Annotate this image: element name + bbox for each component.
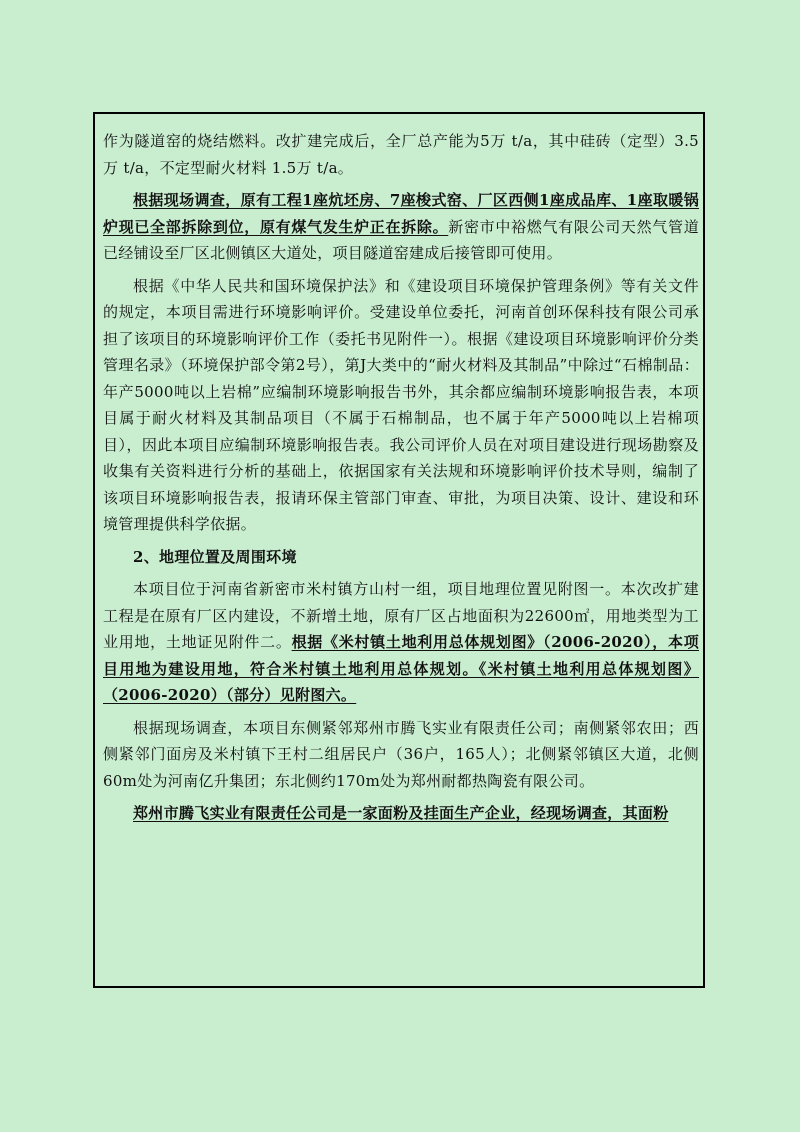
bordered-text-frame: [93, 112, 705, 988]
document-body: [103, 128, 699, 833]
paragraph-demolition: [103, 187, 699, 267]
demolition-highlight: 根据现场调查，原有工程1座炕坯房、7座梭式窑、厂区西侧1座成品库、1座取暖锅炉现已全部拆除到位，原有煤气发生炉正在拆除。: [103, 191, 699, 236]
land-plan-highlight: 根据《米村镇土地利用总体规划图》（2006-2020），本项目用地为建设用地，符合米村镇土地利用总体规划。《米村镇土地利用总体规划图》（2006-2020）（部分）见附图六。: [103, 633, 699, 704]
section-heading-location: 2、地理位置及周围环境: [133, 547, 297, 566]
paragraph-fuel-capacity: 作为隧道窑的烧结燃料。改扩建完成后，全厂总产能为5万 t/a，其中硅砖（定型）3.5万 t/a，不定型耐火材料 1.5万 t/a。: [103, 132, 699, 177]
paragraph-eia-basis: 根据《中华人民共和国环境保护法》和《建设项目环境保护管理条例》等有关文件的规定，本项目需进行环境影响评价。受建设单位委托，河南首创环保科技有限公司承担了该项目的环境影响评价工作（委托书见附件一）。根据《建设项目环境影响评价分类管理名录》（环境保护部令第2号），第J大类中的“耐火材料及其制品”中除过“石棉制品：年产5000吨以上岩棉”应编制环境影响报告书外，其余都应编制环境影响报告表，本项目属于耐火材料及其制品项目（不属于石棉制品，也不属于年产5000吨以上岩棉项目），因此本项目应编制环境影响报告表。我公司评价人员在对项目建设进行现场勘察及收集有关资料进行分析的基础上，依据国家有关法规和环境影响评价技术导则，编制了该项目环境影响报告表，报请环保主管部门审查、审批，为项目决策、设计、建设和环境管理提供科学依据。: [103, 276, 699, 533]
tengfei-highlight: 郑州市腾飞实业有限责任公司是一家面粉及挂面生产企业，经现场调查，其面粉: [133, 804, 669, 822]
paragraph-tengfei: [103, 800, 699, 827]
paragraph-location: [103, 576, 699, 709]
paragraph-surroundings: 根据现场调查，本项目东侧紧邻郑州市腾飞实业有限责任公司；南侧紧邻农田；西侧紧邻门面房及米村镇下王村二组居民户（36户，165人）；北侧紧邻镇区大道，北侧60m处为河南亿升集团；东北侧约170m处为郑州耐都热陶瓷有限公司。: [103, 718, 699, 790]
location-text: 本项目位于河南省新密市米村镇方山村一组，项目地理位置见附图一。本次改扩建工程是在原有厂区内建设，不新增土地，原有厂区占地面积为22600㎡，用地类型为工业用地，土地证见附件二。: [103, 580, 699, 651]
gas-pipeline-text: 新密市中裕燃气有限公司天然气管道已经铺设至厂区北侧镇区大道处，项目隧道窑建成后接管即可使用。: [103, 217, 699, 262]
